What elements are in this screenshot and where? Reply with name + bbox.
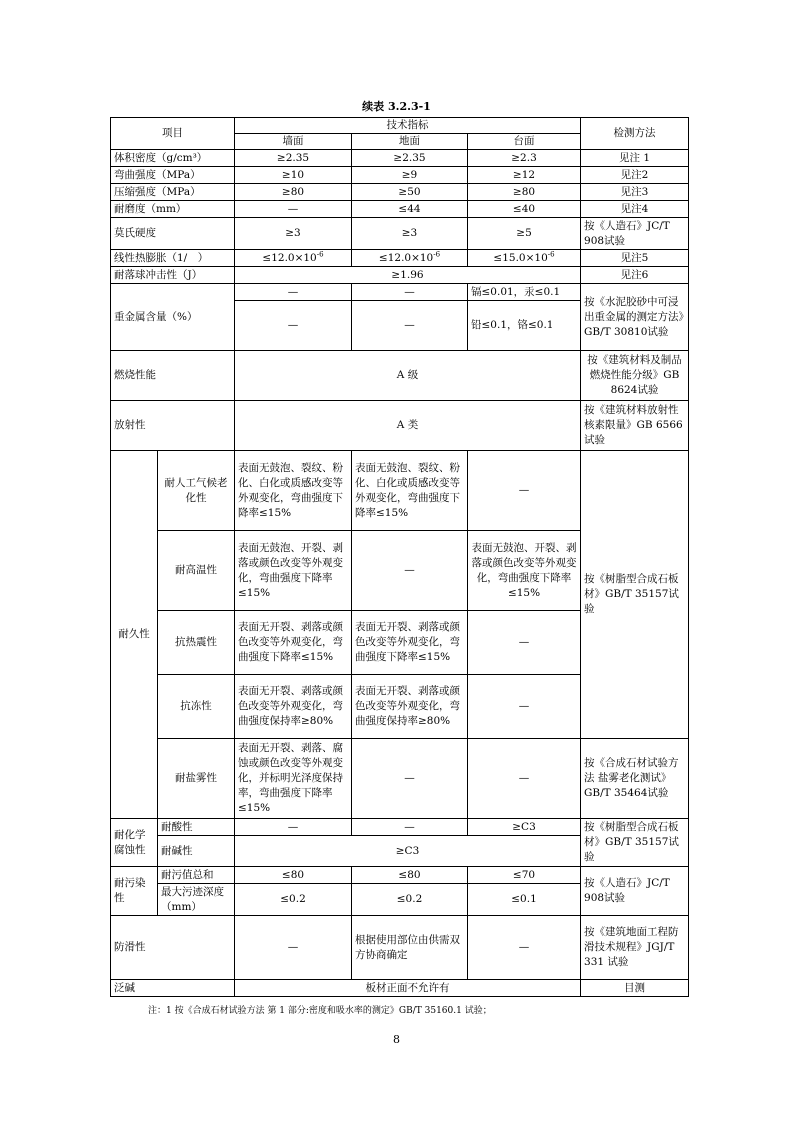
row-name: 放射性	[111, 401, 235, 451]
cell-wall	[235, 250, 352, 267]
table-row	[111, 201, 689, 218]
page-number: 8	[393, 1033, 400, 1046]
cell-floor: ≥50	[352, 184, 468, 201]
header-method: 检测方法	[581, 118, 689, 150]
table-row	[111, 250, 689, 267]
row-name: 弯曲强度（MPa）	[111, 167, 235, 184]
cell-counter: ≥12	[468, 167, 581, 184]
cell-wall: 表面无开裂、剥落或颜色改变等外观变化，弯曲强度下降率≤15%	[235, 611, 352, 675]
durability-label: 耐久性	[111, 451, 158, 819]
cell-floor: ≥3	[352, 218, 468, 250]
cell-method: 按《树脂型合成石板材》GB/T 35157试验	[581, 819, 689, 867]
cell-floor: 表面无开裂、剥落或颜色改变等外观变化，弯曲强度下降率≤15%	[352, 611, 468, 675]
table-row	[111, 401, 689, 451]
cell-method: 按《人造石》JC/T 908试验	[581, 867, 689, 916]
table-row	[111, 867, 689, 884]
header-tech: 技术指标	[235, 118, 581, 134]
cell-floor: —	[352, 819, 468, 836]
cell-floor: ≤44	[352, 201, 468, 218]
cell-method: 见注 1	[581, 150, 689, 167]
cell-counter: 镉≤0.01，汞≤0.1	[468, 284, 581, 301]
cell-counter: —	[468, 451, 581, 531]
cell-counter	[468, 250, 581, 267]
cell-wall: 表面无鼓泡、开裂、剥落或颜色改变等外观变化，弯曲强度下降率≤15%	[235, 531, 352, 611]
row-name: 泛碱	[111, 980, 235, 997]
table-row	[111, 267, 689, 284]
exponent: -6	[316, 250, 324, 258]
row-name: 体积密度（g/cm³）	[111, 150, 235, 167]
table-row	[111, 819, 689, 836]
cell-counter: ≤0.1	[468, 884, 581, 916]
cell-method: 按《建筑材料及制品燃烧性能分级》GB 8624试验	[581, 351, 689, 401]
thermal-floor-value: ≤12.0×10	[378, 251, 434, 264]
cell-wall: 表面无鼓泡、裂纹、粉化、白化或质感改变等外观变化，弯曲强度下降率≤15%	[235, 451, 352, 531]
row-name: 抗冻性	[158, 675, 235, 739]
header-wall: 墙面	[235, 134, 352, 150]
thermal-counter-value: ≤15.0×10	[493, 251, 548, 264]
table-row	[111, 980, 689, 997]
cell-wall: ≥10	[235, 167, 352, 184]
table-row	[111, 351, 689, 401]
row-name: 耐人工气候老化性	[158, 451, 235, 531]
row-name: 莫氏硬度	[111, 218, 235, 250]
row-name: 耐高温性	[158, 531, 235, 611]
cell-method: 按《建筑材料放射性核素限量》GB 6566试验	[581, 401, 689, 451]
row-name: 耐碱性	[158, 836, 235, 867]
cell-method: 见注4	[581, 201, 689, 218]
row-name: 耐污值总和	[158, 867, 235, 884]
cell-floor: 表面无鼓泡、裂纹、粉化、白化或质感改变等外观变化，弯曲强度下降率≤15%	[352, 451, 468, 531]
cell-method: 按《建筑地面工程防滑技术规程》JGJ/T 331 试验	[581, 916, 689, 980]
cell-counter: ≤40	[468, 201, 581, 218]
cell-counter: —	[468, 916, 581, 980]
table-row	[111, 184, 689, 201]
cell-floor: 表面无开裂、剥落或颜色改变等外观变化，弯曲强度保持率≥80%	[352, 675, 468, 739]
row-name: 耐酸性	[158, 819, 235, 836]
thermal-wall-value: ≤12.0×10	[262, 251, 317, 264]
row-name: 耐落球冲击性（J）	[111, 267, 235, 284]
row-name: 防滑性	[111, 916, 235, 980]
table-row	[111, 284, 689, 301]
spec-table	[110, 117, 689, 997]
row-name: 耐盐雾性	[158, 739, 235, 819]
row-name: 压缩强度（MPa）	[111, 184, 235, 201]
header-floor: 地面	[352, 134, 468, 150]
cell-floor: —	[352, 531, 468, 611]
cell-wall: —	[235, 301, 352, 351]
cell-counter: ≥C3	[468, 819, 581, 836]
cell-counter: 表面无鼓泡、开裂、剥落或颜色改变等外观变化，弯曲强度下降率≤15%	[468, 531, 581, 611]
cell-floor: ≥2.35	[352, 150, 468, 167]
cell-method: 见注3	[581, 184, 689, 201]
cell-counter: ≥80	[468, 184, 581, 201]
cell-floor: —	[352, 739, 468, 819]
table-row	[111, 739, 689, 819]
cell-method: 见注5	[581, 250, 689, 267]
cell-method: 按《人造石》JC/T 908试验	[581, 218, 689, 250]
row-name: 抗热震性	[158, 611, 235, 675]
cell-method: 按《合成石材试验方法 盐雾老化测试》GB/T 35464试验	[581, 739, 689, 819]
row-name: 耐磨度（mm）	[111, 201, 235, 218]
cell-wall: 表面无开裂、剥落或颜色改变等外观变化，弯曲强度保持率≥80%	[235, 675, 352, 739]
cell-value: ≥C3	[235, 836, 581, 867]
exponent: -6	[547, 250, 555, 258]
row-name: 最大污迹深度（mm）	[158, 884, 235, 916]
cell-counter: ≥5	[468, 218, 581, 250]
cell-wall: 表面无开裂、剥落、腐蚀或颜色改变等外观变化，并标明光泽度保持率，弯曲强度下降率≤15%	[235, 739, 352, 819]
exponent: -6	[433, 250, 441, 258]
table-row	[111, 167, 689, 184]
header-item: 项目	[111, 118, 235, 150]
table-row	[111, 916, 689, 980]
cell-method: 目测	[581, 980, 689, 997]
cell-wall: —	[235, 284, 352, 301]
chem-label: 耐化学腐蚀性	[111, 819, 158, 867]
cell-value: 板材正面不允许有	[235, 980, 581, 997]
cell-wall: ≥3	[235, 218, 352, 250]
cell-method: 按《水泥胶砂中可浸出重金属的测定方法》GB/T 30810试验	[581, 284, 689, 351]
cell-floor: —	[352, 284, 468, 301]
cell-wall: —	[235, 916, 352, 980]
table-note: 注：1 按《合成石材试验方法 第 1 部分:密度和吸水率的测定》GB/T 35160.1 试验；	[148, 1006, 492, 1016]
header-counter: 台面	[468, 134, 581, 150]
cell-floor: —	[352, 301, 468, 351]
cell-counter: —	[468, 675, 581, 739]
cell-value: A 类	[235, 401, 581, 451]
cell-counter: —	[468, 739, 581, 819]
cell-wall: ≤80	[235, 867, 352, 884]
cell-method: 见注2	[581, 167, 689, 184]
cell-wall: ≥2.35	[235, 150, 352, 167]
stain-label: 耐污染性	[111, 867, 158, 916]
table-row	[111, 218, 689, 250]
cell-wall: —	[235, 819, 352, 836]
table-caption: 续表 3.2.3-1	[362, 100, 431, 113]
cell-floor: ≤0.2	[352, 884, 468, 916]
cell-wall: —	[235, 201, 352, 218]
cell-method: 按《树脂型合成石板材》GB/T 35157试验	[581, 451, 689, 739]
cell-floor: 根据使用部位由供需双方协商确定	[352, 916, 468, 980]
cell-floor: ≤80	[352, 867, 468, 884]
table-row	[111, 451, 689, 531]
row-name: 线性热膨胀（1/ ）	[111, 250, 235, 267]
cell-counter: —	[468, 611, 581, 675]
table-row	[111, 118, 689, 134]
cell-value: ≥1.96	[235, 267, 581, 284]
cell-floor: ≥9	[352, 167, 468, 184]
row-name: 重金属含量（%）	[111, 284, 235, 351]
cell-counter: ≥2.3	[468, 150, 581, 167]
row-name: 燃烧性能	[111, 351, 235, 401]
cell-floor	[352, 250, 468, 267]
cell-wall: ≥80	[235, 184, 352, 201]
cell-value: A 级	[235, 351, 581, 401]
table-row	[111, 150, 689, 167]
cell-counter: ≤70	[468, 867, 581, 884]
cell-method: 见注6	[581, 267, 689, 284]
cell-counter: 铅≤0.1，铬≤0.1	[468, 301, 581, 351]
cell-wall: ≤0.2	[235, 884, 352, 916]
